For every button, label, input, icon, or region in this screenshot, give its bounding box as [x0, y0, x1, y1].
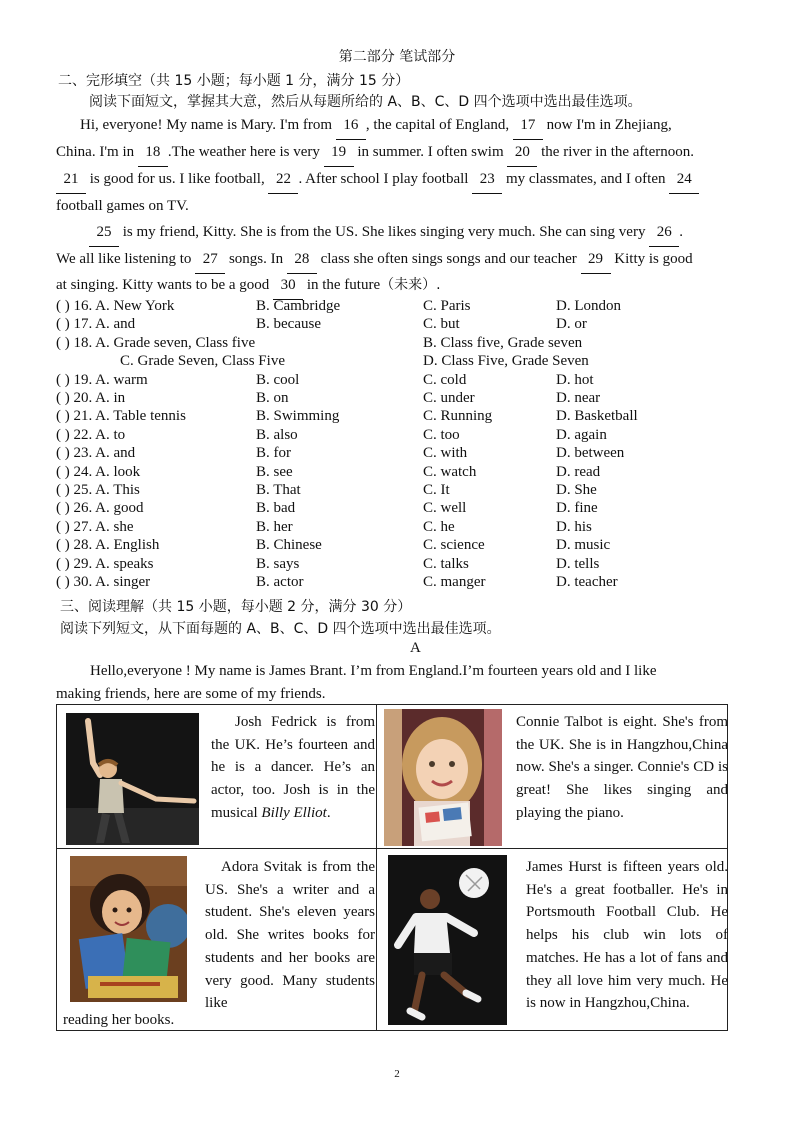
blank-23: 23: [472, 166, 502, 194]
cloze-line-3: 21 is good for us. I like football, 22 . After school I play football 23 my classmates, and I often 24: [56, 166, 699, 194]
page-number: 2: [394, 1068, 400, 1080]
option-d: D. near: [556, 390, 601, 406]
josh-description: Josh Fedrick is from the UK. He’s fourteen and he is a dancer. He’s an actor, too. Josh is in the musical Billy Elliot.: [211, 714, 375, 821]
option-d: D. tells: [556, 555, 600, 572]
option-b: B. bad: [256, 500, 296, 517]
option-d: D. between: [556, 445, 625, 462]
option-b: B. actor: [256, 574, 304, 590]
blank-21: 21: [56, 166, 86, 194]
option-c: B. Class five, Grade seven: [423, 334, 583, 351]
friends-table: [56, 704, 728, 1031]
cloze-instruction: 阅读下面短文，掌握其大意，然后从每题所给的 A、B、C、D 四个选项中选出最佳选项。: [89, 94, 642, 110]
option-d: D. She: [556, 482, 597, 498]
option-b: B. for: [256, 445, 291, 462]
question-number-and-option-a: ( ) 24. A. look: [56, 463, 141, 480]
option-b: B. also: [256, 426, 298, 443]
option-c: C. watch: [423, 463, 477, 480]
question-number-and-option-a: ( ) 19. A. warm: [56, 371, 148, 388]
cloze-line-7: at singing. Kitty wants to be a good 30 in the future（未来）.: [56, 272, 441, 300]
cloze-line-4: football games on TV.: [56, 198, 189, 214]
cloze-line-6: We all like listening to 27 songs. In 28 class she often sings songs and our teacher 29 Kitty is good: [56, 246, 693, 274]
footballer-photo: [388, 855, 507, 1025]
question-number-and-option-a: ( ) 29. A. speaks: [56, 555, 154, 572]
question-number-and-option-a: ( ) 17. A. and: [56, 316, 136, 333]
cloze-line-5: 25 is my friend, Kitty. She is from the US. She likes singing very much. She can sing very 26 .: [89, 219, 683, 247]
option-c: C. Paris: [423, 298, 471, 314]
blank-24: 24: [669, 166, 699, 194]
passage-intro-1: Hello,everyone ! My name is James Brant. I’m from England.I’m fourteen years old and I like: [90, 663, 657, 679]
question-number-and-option-a: ( ) 27. A. she: [56, 518, 134, 535]
blank-19: 19: [324, 139, 354, 167]
option-d: D. his: [556, 518, 592, 535]
cloze-heading: 二、完形填空（共 15 小题；每小题 1 分，满分 15 分）: [58, 73, 410, 89]
option-c: C. cold: [423, 371, 467, 388]
blank-18: 18: [138, 139, 168, 167]
question-number-and-option-a: ( ) 25. A. This: [56, 482, 140, 498]
option-b: B. Cambridge: [256, 298, 341, 314]
dancer-photo: [66, 713, 199, 845]
option-c: C. manger: [423, 574, 486, 590]
option-d: D. London: [556, 298, 621, 314]
question-number-and-option-a: ( ) 16. A. New York: [56, 298, 175, 314]
option-d: D. again: [556, 426, 607, 443]
option-b: B. says: [256, 555, 300, 572]
question-number-and-option-a: ( ) 18. A. Grade seven, Class five: [56, 334, 256, 351]
option-b: C. Grade Seven, Class Five: [120, 353, 285, 370]
option-c: D. Class Five, Grade Seven: [423, 353, 589, 370]
option-d: D. teacher: [556, 574, 618, 590]
option-b: B. because: [256, 316, 321, 333]
option-c: C. talks: [423, 555, 469, 572]
option-d: D. music: [556, 537, 611, 554]
option-c: C. Running: [423, 408, 493, 425]
question-number-and-option-a: ( ) 28. A. English: [56, 537, 160, 554]
question-number-and-option-a: ( ) 20. A. in: [56, 390, 126, 406]
option-b: B. That: [256, 482, 301, 498]
blank-29: 29: [581, 246, 611, 274]
question-number-and-option-a: ( ) 21. A. Table tennis: [56, 408, 186, 425]
passage-intro-2: making friends, here are some of my friends.: [56, 686, 326, 702]
girl-photo: [384, 709, 502, 846]
option-b: B. Chinese: [256, 537, 322, 554]
passage-label: A: [410, 640, 421, 656]
cloze-line-1: Hi, everyone! My name is Mary. I'm from 16 , the capital of England, 17 now I'm in Zhejiang,: [80, 112, 672, 140]
option-d: D. read: [556, 463, 601, 480]
option-d: D. or: [556, 316, 587, 333]
option-c: C. but: [423, 316, 460, 333]
option-d: D. Basketball: [556, 408, 638, 425]
blank-20: 20: [507, 139, 537, 167]
option-b: B. cool: [256, 371, 300, 388]
blank-25: 25: [89, 219, 119, 247]
option-c: C. with: [423, 445, 468, 462]
reading-instruction: 阅读下列短文，从下面每题的 A、B、C、D 四个选项中选出最佳选项。: [60, 621, 501, 637]
option-b: B. her: [256, 518, 293, 535]
adora-description-end: reading her books.: [63, 1012, 175, 1028]
option-c: C. under: [423, 390, 475, 406]
option-c: C. science: [423, 537, 485, 554]
option-b: B. on: [256, 390, 289, 406]
question-number-and-option-a: ( ) 22. A. to: [56, 426, 126, 443]
cloze-line-2: China. I'm in 18 .The weather here is very 19 in summer. I often swim 20 the river in the afternoon.: [56, 139, 694, 167]
james-description: James Hurst is fifteen years old. He's a great footballer. He's in Portsmouth Football Club. He helps his club win lots of matches. He has a lot of fans and they all love him very much. He is now in Hangzhou,China.: [526, 859, 728, 1012]
reading-heading: 三、阅读理解（共 15 小题，每小题 2 分，满分 30 分）: [60, 599, 412, 615]
page-title: 第二部分 笔试部分: [338, 49, 456, 65]
option-c: C. too: [423, 426, 460, 443]
option-d: D. fine: [556, 500, 598, 517]
option-d: D. hot: [556, 371, 594, 388]
option-c: C. It: [423, 482, 450, 498]
blank-28: 28: [287, 246, 317, 274]
blank-30: 30: [273, 272, 303, 300]
option-b: B. Swimming: [256, 408, 340, 425]
blank-17: 17: [513, 112, 543, 140]
option-c: C. well: [423, 500, 467, 517]
option-c: C. he: [423, 518, 455, 535]
blank-16: 16: [336, 112, 366, 140]
connie-description: Connie Talbot is eight. She's from the UK. She is in Hangzhou,China now. She's a singer. Connie's CD is great! She likes singing and playing the piano.: [516, 714, 728, 821]
blank-26: 26: [649, 219, 679, 247]
question-number-and-option-a: ( ) 26. A. good: [56, 500, 144, 517]
blank-27: 27: [195, 246, 225, 274]
adora-description: Adora Svitak is from the US. She's a writer and a student. She's eleven years old. She writes books for students and her books are very good. Many students like: [205, 859, 375, 1012]
blank-22: 22: [268, 166, 298, 194]
question-number-and-option-a: ( ) 23. A. and: [56, 445, 136, 462]
writer-photo: [70, 856, 187, 1002]
question-number-and-option-a: ( ) 30. A. singer: [56, 574, 151, 590]
option-b: B. see: [256, 463, 293, 480]
